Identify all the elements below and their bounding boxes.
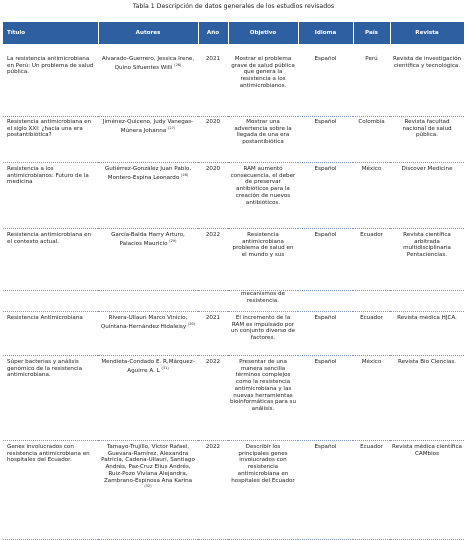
table-row	[3, 312, 464, 356]
cell-autores	[98, 163, 198, 229]
cell-objetivo: RAM aumentó consecuencia, el deber de preservar antibióticos para la creación de nuevos antibióticos.	[228, 163, 298, 229]
cell-titulo: Resistencia antimicrobiana en el contexto actual.	[3, 229, 98, 291]
table-row	[3, 117, 464, 163]
cell-objetivo-continuation: mecanismos de resistencia.	[228, 291, 298, 312]
cell-anio: 2022	[198, 229, 228, 291]
cell-anio: 2020	[198, 117, 228, 163]
cell-pais: Ecuador	[353, 312, 390, 356]
cell-idioma: Español	[298, 312, 353, 356]
cell-titulo: La resistencia antimicrobiana en Perú: Un problema de salud pública.	[3, 44, 98, 117]
studies-table	[3, 22, 465, 540]
autores-text: Rivera-Ullauri Marco Vinicio, Quintana-Hernández Hidaleisy	[100, 315, 188, 330]
cell-pais: Colombia	[353, 117, 390, 163]
cell-objetivo: Presentar de una manera sencilla términos complejos como la resistencia antimicrobiana y las nuevas herramientas bioinformáticas para su análisis.	[228, 356, 298, 441]
cell-objetivo: Describir los principales genes involucrados con resistencia antimicrobiana en hospitales del Ecuador	[228, 441, 298, 540]
cell-idioma: Español	[298, 117, 353, 163]
cell-titulo: Genes involucrados con resistencia antimicrobiana en hospitales del Ecuador.	[3, 441, 98, 540]
cell-idioma: Español	[298, 356, 353, 441]
cell-objetivo: El incremento de la RAM es impulsado por un conjunto diverso de factores.	[228, 312, 298, 356]
header-titulo: Título	[3, 22, 98, 44]
cell-anio: 2022	[198, 441, 228, 540]
autores-text: Mendieta-Condado E. R,Márquez-Aguirre A. L	[101, 359, 195, 374]
cell-anio: 2021	[198, 44, 228, 117]
cell-objetivo: Resistencia antimicrobiana problema de salud en el mundo y sus	[228, 229, 298, 291]
cell-titulo: Súper bacterias y análisis genómico de la resistencia antimicrobiana.	[3, 356, 98, 441]
header-pais: País	[353, 22, 390, 44]
cell-autores	[98, 312, 198, 356]
cell-autores	[98, 356, 198, 441]
cell-pais: Perú	[353, 44, 390, 117]
table-row	[3, 229, 464, 291]
cell-titulo: Resistencia antimicrobiana en el siglo XXI: ¿hacia una era postantibiótica?	[3, 117, 98, 163]
reference-number: (26)	[174, 62, 182, 67]
cell-revista: Revista científica arbitrada multidisciplinaria Pentaciencias.	[390, 229, 464, 291]
table-row	[3, 441, 464, 540]
cell-pais: México	[353, 356, 390, 441]
cell-idioma: Español	[298, 441, 353, 540]
cell-objetivo: Mostrar una advertencia sobre la llegada de una era postantibiótica	[228, 117, 298, 163]
cell-revista: Revista médica HJCA.	[390, 312, 464, 356]
cell-autores	[98, 44, 198, 117]
cell-objetivo: Mostrar el problema grave de salud pública que genera la resistencia a los antimicrobianos.	[228, 44, 298, 117]
cell-revista: Discover Medicine	[390, 163, 464, 229]
cell-titulo: Resistencia Antimicrobiana	[3, 312, 98, 356]
reference-number: (29)	[169, 238, 177, 243]
cell-anio: 2022	[198, 356, 228, 441]
reference-number: (31)	[161, 365, 169, 370]
header-anio: Año	[198, 22, 228, 44]
cell-anio: 2021	[198, 312, 228, 356]
cell-pais: México	[353, 163, 390, 229]
cell-idioma: Español	[298, 229, 353, 291]
header-revista: Revista	[390, 22, 464, 44]
cell-titulo: Resistencia a los antimicrobianos: Futuro de la medicina	[3, 163, 98, 229]
cell-revista: Revista médica científica CAMbios	[390, 441, 464, 540]
cell-pais: Ecuador	[353, 229, 390, 291]
header-autores: Autores	[98, 22, 198, 44]
autores-text: Jiménez-Quiceno, Judy Vanegas-Múnera Johanna	[102, 119, 194, 134]
autores-text: Tamayo-Trujillo, Víctor Rafael, Guevara-Ramírez, Alexandra Patricia, Cadena-Ullauri, Santiago Andrés, Paz-Cruz Elius Andrés, Ruiz-Pozo Viviana Alejandra, Zambrano-Espinosa Ana Karina	[101, 444, 195, 484]
table-header-row	[3, 22, 464, 44]
cell-autores	[98, 229, 198, 291]
cell-anio: 2020	[198, 163, 228, 229]
table-row-continuation	[3, 291, 464, 312]
cell-revista: Revista Bio Ciencias.	[390, 356, 464, 441]
cell-revista: Revista de investigación científica y tecnológica.	[390, 44, 464, 117]
cell-pais: Ecuador	[353, 441, 390, 540]
table-caption: Tabla 1 Descripción de datos generales de los estudios revisados	[132, 3, 335, 10]
reference-number: (28)	[181, 172, 189, 177]
header-idioma: Idioma	[298, 22, 353, 44]
table-row	[3, 356, 464, 441]
autores-text: García-Balda Harry Arturo, Palacios Mauricio	[111, 232, 185, 247]
header-objetivo: Objetivo	[228, 22, 298, 44]
autores-text: Alvarado-Guerrero, Jessica Irene, Quino Sifuentes Willi	[101, 56, 195, 71]
cell-autores	[98, 441, 198, 540]
autores-text: Gutiérrez-González Juan Pablo, Montero-Espina Leonardo	[104, 166, 192, 181]
table-row	[3, 163, 464, 229]
cell-revista: Revista facultad nacional de salud pública.	[390, 117, 464, 163]
cell-autores	[98, 117, 198, 163]
table-row	[3, 44, 464, 117]
reference-number: (30)	[187, 321, 196, 326]
reference-number: (27)	[168, 125, 176, 130]
cell-idioma: Español	[298, 44, 353, 117]
cell-idioma: Español	[298, 163, 353, 229]
reference-number: (32)	[144, 484, 152, 489]
